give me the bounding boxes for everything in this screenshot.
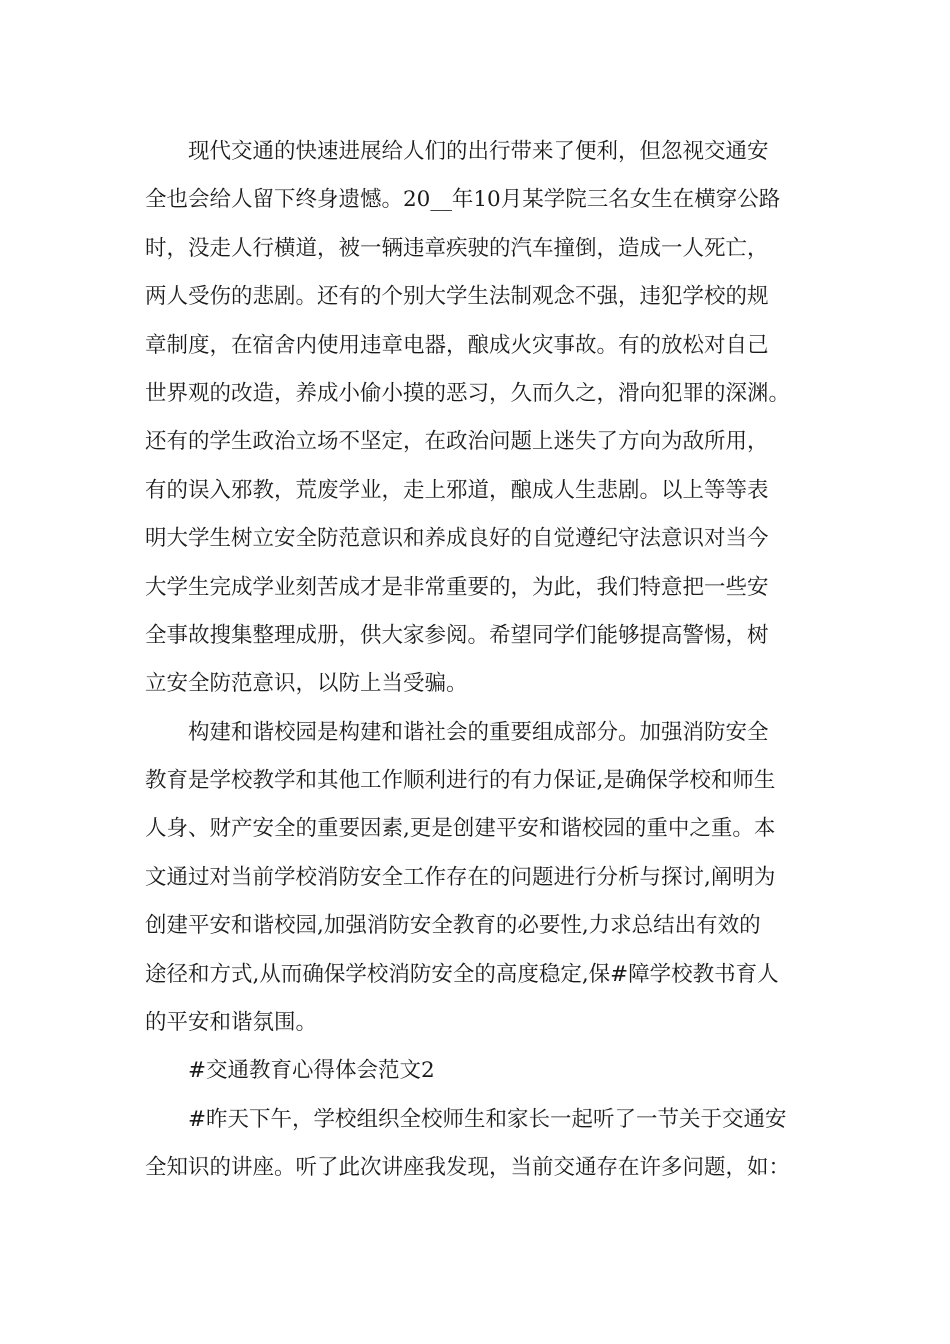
- paragraph-lecture: [145, 1096, 835, 1193]
- text-line: 途径和方式,从而确保学校消防安全的高度稳定,保#障学校教书育人: [145, 961, 779, 987]
- text-line: 大学生完成学业刻苦成才是非常重要的，为此，我们特意把一些安: [145, 574, 769, 600]
- text-line: 世界观的改造，养成小偷小摸的恶习，久而久之，滑向犯罪的深渊。: [145, 380, 791, 406]
- text-line: 还有的学生政治立场不坚定，在政治问题上迷失了方向为敌所用，: [145, 429, 769, 455]
- text-line: 的平安和谐氛围。: [145, 1010, 318, 1036]
- text-line: 立安全防范意识，以防上当受骗。: [145, 671, 468, 697]
- text-line: 有的误入邪教，荒废学业，走上邪道，酿成人生悲剧。以上等等表: [145, 477, 769, 503]
- paragraph-traffic-safety-intro: [145, 128, 835, 709]
- text-line: 现代交通的快速进展给人们的出行带来了便利，但忽视交通安: [188, 139, 769, 164]
- text-line: 人身、财产安全的重要因素,更是创建平安和谐校园的重中之重。本: [145, 816, 776, 842]
- text-line: 时，没走人行横道，被一辆违章疾驶的汽车撞倒，造成一人死亡，: [145, 235, 769, 261]
- paragraph-fire-safety: [145, 709, 835, 1048]
- text-line: #昨天下午，学校组织全校师生和家长一起听了一节关于交通安: [188, 1106, 787, 1132]
- text-line: 教育是学校教学和其他工作顺利进行的有力保证,是确保学校和师生: [145, 768, 776, 794]
- text-line: 章制度，在宿舍内使用违章电器，酿成火灾事故。有的放松对自己: [145, 332, 769, 358]
- document-body: [145, 128, 835, 1193]
- text-line: 两人受伤的悲剧。还有的个别大学生法制观念不强，违犯学校的规: [145, 284, 769, 310]
- text-line: 构建和谐校园是构建和谐社会的重要组成部分。加强消防安全: [188, 719, 769, 745]
- text-line: 全也会给人留下终身遗憾。20__年10月某学院三名女生在横穿公路: [145, 187, 781, 213]
- text-line: 创建平安和谐校园,加强消防安全教育的必要性,力求总结出有效的: [145, 913, 761, 939]
- heading-text: #交通教育心得体会范文2: [188, 1058, 435, 1084]
- section-heading: [145, 1047, 835, 1095]
- text-line: 全事故搜集整理成册，供大家参阅。希望同学们能够提高警惕，树: [145, 622, 769, 648]
- text-line: 文通过对当前学校消防安全工作存在的问题进行分析与探讨,阐明为: [145, 864, 776, 890]
- text-line: 全知识的讲座。听了此次讲座我发现，当前交通存在许多问题，如：: [145, 1155, 791, 1181]
- text-line: 明大学生树立安全防范意识和养成良好的自觉遵纪守法意识对当今: [145, 526, 769, 552]
